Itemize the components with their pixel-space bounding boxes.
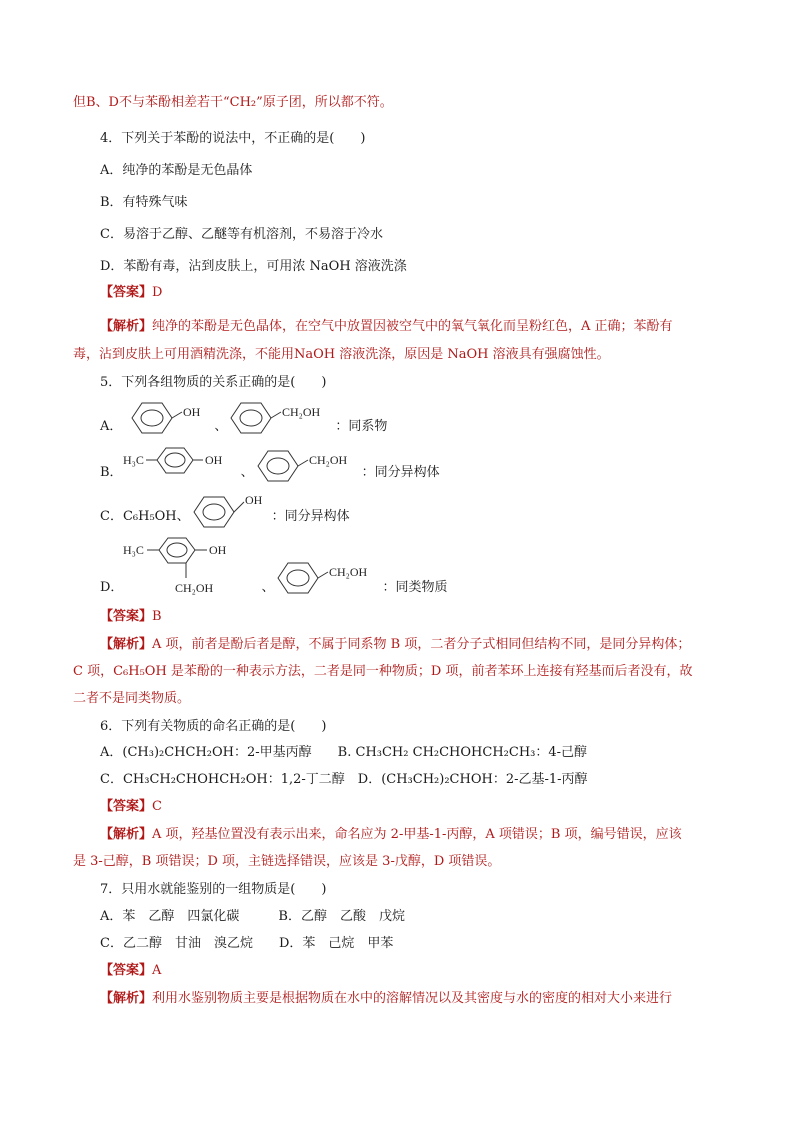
answer-tag: 【答案】 [100, 609, 153, 624]
p-cresol-structure [123, 446, 241, 486]
q4-explanation-line1 [100, 318, 673, 336]
q4-answer [100, 284, 162, 302]
q6-explanation-line1 [100, 826, 682, 844]
option-label: D． [100, 580, 124, 595]
explanation-text: 利用水鉴别物质主要是根据物质在水中的溶解情况以及其密度与水的密度的相对大小来进行 [152, 991, 673, 1006]
q5-answer [100, 608, 162, 626]
oh-text: OH [183, 405, 201, 419]
answer-value: B [152, 609, 162, 624]
answer-value: C [152, 799, 162, 814]
answer-value: D [152, 285, 163, 300]
q4-explanation-line2: 毒，沾到皮肤上可用酒精洗涤，不能用NaOH 溶液洗涤，原因是 NaOH 溶液具有强腐蚀性。 [73, 347, 610, 362]
svg-text:CH₂OH: CH₂OH [175, 581, 214, 595]
q5-explanation-line2: C 项，C₆H₅OH 是苯酚的一种表示方法，二者是同一种物质；D 项，前者苯环上连接有羟基而后者没有，故 [73, 664, 693, 679]
explanation-tag: 【解析】 [100, 827, 153, 842]
svg-text:CH₂OH: CH₂OH [308, 453, 347, 467]
q7-options-row1: A．苯 乙醇 四氯化碳 B．乙醇 乙酸 戊烷 [100, 909, 405, 924]
svg-text:H₃C: H₃C [123, 543, 145, 557]
q4-option-a: A．纯净的苯酚是无色晶体 [100, 163, 253, 178]
q7-options-row2: C．乙二醇 甘油 溴乙烷 D．苯 己烷 甲苯 [100, 936, 394, 951]
q5-option-a [100, 396, 387, 440]
answer-tag: 【答案】 [100, 963, 153, 978]
phenol-structure [122, 396, 214, 440]
relation-text: ：同分异构体 [361, 465, 440, 480]
answer-value: A [152, 963, 162, 978]
q5-option-d [100, 536, 447, 598]
phenol-structure [190, 488, 272, 530]
methyl-hydroxy-benzyl-alcohol-structure [123, 536, 261, 598]
svg-text:CH₂OH: CH₂OH [329, 565, 368, 579]
svg-text:H₃C: H₃C [122, 453, 144, 467]
svg-text:OH: OH [209, 543, 227, 557]
separator: 、 [214, 419, 228, 434]
option-label: B． [100, 465, 123, 480]
q5-option-b [100, 446, 440, 486]
answer-tag: 【答案】 [100, 285, 153, 300]
relation-text: ：同系物 [335, 419, 388, 434]
explanation-tag: 【解析】 [100, 319, 153, 334]
continuation-line: 但B、D不与苯酚相差若干“CH₂”原子团，所以都不符。 [73, 95, 393, 110]
benzyl-alcohol-structure [227, 396, 335, 440]
explanation-text: A 项，前者是酚后者是醇，不属于同系物 B 项，二者分子式相同但结构不同，是同分异构体； [152, 637, 691, 652]
q6-options-row1: A．(CH₃)₂CHCH₂OH：2-甲基丙醇 B. CH₃CH₂ CH₂CHOHCH₂CH₃：4-己醇 [100, 745, 588, 760]
q4-option-c: C．易溶于乙醇、乙醚等有机溶剂，不易溶于冷水 [100, 227, 383, 242]
explanation-text: A 项，羟基位置没有表示出来，命名应为 2-甲基-1-丙醇，A 项错误；B 项，编号错误，应该 [152, 827, 682, 842]
separator: 、 [240, 465, 254, 480]
relation-text: ：同分异构体 [271, 509, 350, 524]
q6-answer [100, 798, 162, 816]
q4-option-b: B．有特殊气味 [100, 195, 188, 210]
explanation-text: 纯净的苯酚是无色晶体，在空气中放置因被空气中的氧气氧化而呈粉红色，A 正确；苯酚有 [152, 319, 673, 334]
q5-stem: 5．下列各组物质的关系正确的是( ) [100, 375, 327, 390]
q5-explanation-line3: 二者不是同类物质。 [73, 691, 191, 706]
option-label: C．C₆H₅OH、 [100, 509, 190, 524]
q7-stem: 7．只用水就能鉴别的一组物质是( ) [100, 882, 327, 897]
separator: 、 [261, 580, 275, 595]
svg-text:CH₂OH: CH₂OH [282, 405, 321, 419]
benzyl-alcohol-structure [254, 446, 362, 486]
q7-explanation-line1 [100, 990, 672, 1008]
q6-stem: 6．下列有关物质的命名正确的是( ) [100, 719, 327, 734]
answer-tag: 【答案】 [100, 799, 153, 814]
option-label: A． [100, 419, 123, 434]
q4-stem: 4．下列关于苯酚的说法中，不正确的是( ) [100, 131, 366, 146]
q5-explanation-line1 [100, 636, 690, 654]
explanation-tag: 【解析】 [100, 637, 153, 652]
svg-text:OH: OH [204, 453, 222, 467]
q5-option-c [100, 488, 350, 530]
q6-options-row2: C．CH₃CH₂CHOHCH₂OH：1,2-丁二醇 D．(CH₃CH₂)₂CHOH：2-乙基-1-丙醇 [100, 772, 588, 787]
q7-answer [100, 962, 161, 980]
benzyl-alcohol-structure [274, 558, 382, 598]
svg-text:OH: OH [244, 493, 262, 507]
q4-option-d: D．苯酚有毒，沾到皮肤上，可用浓 NaOH 溶液洗涤 [100, 259, 407, 274]
explanation-tag: 【解析】 [100, 991, 153, 1006]
q6-explanation-line2: 是 3-己醇，B 项错误；D 项，主链选择错误，应该是 3-戊醇，D 项错误。 [73, 854, 501, 869]
relation-text: ：同类物质 [382, 580, 448, 595]
